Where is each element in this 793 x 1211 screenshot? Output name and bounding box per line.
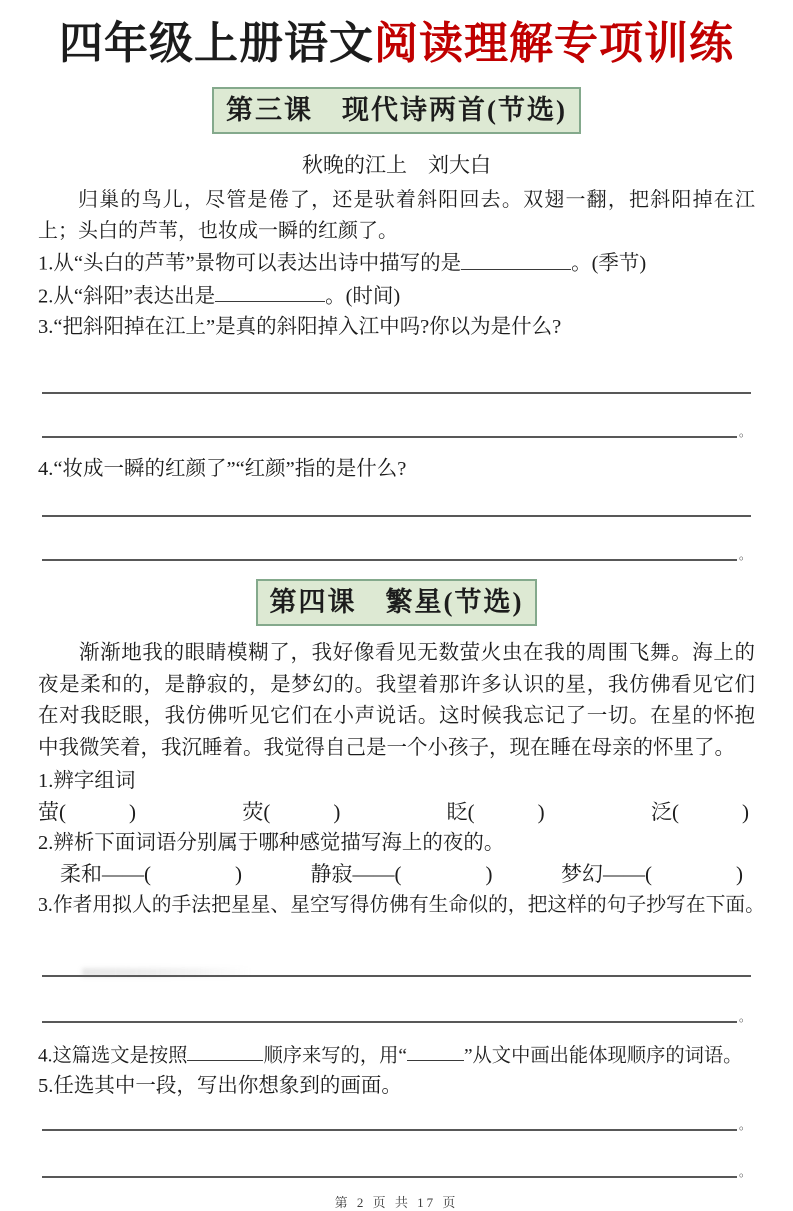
ganjue-item: 柔和——( ) — [60, 862, 242, 887]
lesson3-question-2 — [38, 280, 755, 313]
lesson3-question-3: 3.“把斜阳掉在江上”是真的斜阳掉入江中吗?你以为是什么? — [38, 316, 562, 339]
worksheet-page — [0, 16, 793, 1211]
period-mark: 。 — [738, 1118, 751, 1133]
question-text: 1.从“头白的芦苇”景物可以表达出诗中描写的是 — [38, 252, 462, 275]
answer-line — [42, 424, 751, 438]
zuci-item: 泛( ) — [650, 800, 749, 825]
zuci-item: 荧( ) — [242, 800, 341, 825]
answer-rule — [42, 559, 737, 561]
answer-line — [42, 1164, 751, 1178]
question-text: 4.这篇选文是按照 — [38, 1045, 188, 1067]
answer-rule — [42, 975, 751, 977]
lesson4-question-4 — [38, 1040, 755, 1071]
lesson3-question-1 — [38, 247, 755, 280]
answer-line — [42, 380, 751, 394]
poem-title: 秋晚的江上 刘大白 — [302, 153, 491, 178]
lesson4-passage: 渐渐地我的眼睛模糊了，我好像看见无数萤火虫在我的周围飞舞。海上的夜是柔和的，是静寂的，是梦幻的。我望着那许多认识的星，我仿佛看见它们在对我眨眼，我仿佛听见它们在小声说话。这时候我忘记了一切。在星的怀抱中我微笑着，我沉睡着。我觉得自己是一个小孩子，现在睡在母亲的怀里了。 — [38, 642, 755, 759]
title-grade-part: 四年级上册语文 — [59, 19, 374, 68]
question-text: 。(季节) — [571, 252, 647, 275]
period-mark: 。 — [738, 1010, 751, 1025]
answer-line — [42, 1117, 751, 1131]
ganjue-item: 梦幻——( ) — [561, 862, 743, 887]
zuci-item: 眨( ) — [446, 800, 545, 825]
answer-rule — [42, 515, 751, 517]
lesson4-question-5: 5.任选其中一段，写出你想象到的画面。 — [38, 1075, 402, 1098]
period-mark: 。 — [738, 548, 751, 563]
lesson4-question-3: 3.作者用拟人的手法把星星、星空写得仿佛有生命似的，把这样的句子抄写在下面。 — [38, 894, 765, 917]
answer-line — [42, 963, 751, 977]
answer-line — [42, 547, 751, 561]
answer-line — [42, 1009, 751, 1023]
lesson4-header-row — [38, 579, 755, 626]
answer-rule — [42, 1129, 737, 1131]
question-text: 。(时间) — [325, 285, 401, 308]
lesson3-header-row — [38, 87, 755, 134]
lesson4-question-2: 2.辨析下面词语分别属于哪种感觉描写海上的夜的。 — [38, 832, 505, 855]
answer-rule — [42, 436, 737, 438]
lesson3-question-4: 4.“妆成一瞬的红颜了”“红颜”指的是什么? — [38, 458, 407, 481]
period-mark: 。 — [738, 425, 751, 440]
feeling-word-row — [38, 859, 755, 890]
question-text: ”从文中画出能体现顺序的词语。 — [463, 1045, 743, 1067]
fill-in-blank — [215, 280, 325, 303]
question-text: 顺序来写的，用“ — [263, 1045, 407, 1067]
poem-text: 归巢的鸟儿，尽管是倦了，还是驮着斜阳回去。双翅一翻，把斜阳掉在江上；头白的芦苇，也妆成一瞬的红颜了。 — [38, 189, 755, 243]
period-mark: 。 — [738, 1165, 751, 1180]
lesson4-header: 第四课 繁星(节选) — [256, 579, 538, 626]
answer-line — [42, 503, 751, 517]
fill-in-blank — [187, 1040, 263, 1061]
ganjue-item: 静寂——( ) — [310, 862, 493, 887]
answer-rule — [42, 392, 751, 394]
question-text: 2.从“斜阳”表达出是 — [38, 285, 216, 308]
answer-rule — [42, 1021, 737, 1023]
lesson4-question-1: 1.辨字组词 — [38, 770, 136, 793]
title-topic-part: 阅读理解专项训练 — [374, 19, 734, 68]
faint-watermark — [82, 968, 252, 977]
fill-in-blank — [407, 1040, 464, 1061]
character-word-row — [38, 797, 755, 828]
answer-rule — [42, 1176, 737, 1178]
page-number: 第 2 页 共 17 页 — [334, 1195, 459, 1211]
zuci-item: 萤( ) — [38, 800, 136, 825]
lesson3-header: 第三课 现代诗两首(节选) — [212, 87, 581, 134]
page-title — [38, 16, 755, 71]
fill-in-blank — [461, 247, 571, 270]
